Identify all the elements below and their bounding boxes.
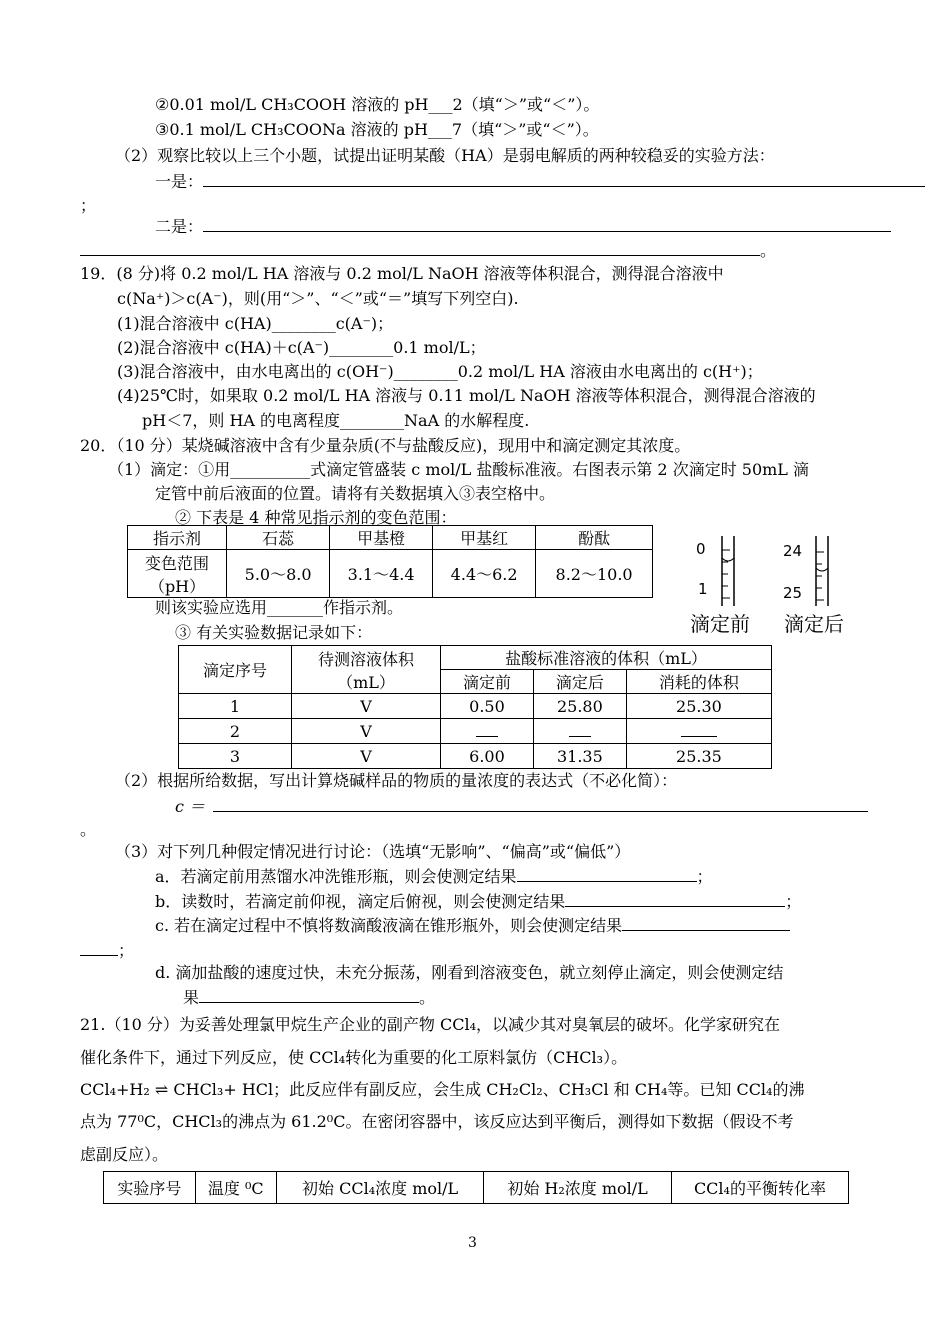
text-line: [155, 216, 891, 237]
table-header: 甲基红: [433, 526, 536, 550]
table-cell: 变色范围 （pH）: [128, 550, 227, 598]
question-19: 19．(8 分)将 0.2 mol/L HA 溶液与 0.2 mol/L NaOH 溶液等体积混合，测得混合溶液中: [80, 264, 724, 283]
text-line: ；: [80, 940, 134, 961]
table-header: CCl₄的平衡转化率: [671, 1172, 848, 1204]
text-line: a．若滴定前用蒸馏水冲洗锥形瓶，则会使测定结果 ；: [155, 867, 713, 886]
text-line: 。: [80, 240, 776, 261]
table-header: 消耗的体积: [626, 670, 771, 694]
table-row: 3 V 6.00 31.35 25.35: [179, 744, 772, 769]
text-line: （1）滴定：①用__________式滴定管盛装 c mol/L 盐酸标准液。右图表示第 2 次滴定时 50mL 滴: [108, 460, 810, 479]
text-line: ③0.1 mol/L CH₃COONa 溶液的 pH___7（填“＞”或“＜”）。: [155, 120, 599, 139]
blank-cell[interactable]: [441, 719, 534, 744]
text-line: CCl₄+H₂ ⇌ CHCl₃+ HCl；此反应伴有副反应，会生成 CH₂Cl₂、CH₃Cl 和 CH₄等。已知 CCl₄的沸: [80, 1080, 805, 1099]
text-line: ；: [80, 196, 97, 215]
burette-label: 24: [783, 542, 803, 560]
burette-caption: 滴定后: [784, 612, 844, 636]
text-line: （2）观察比较以上三个小题，试提出证明某酸（HA）是弱电解质的两种较稳妥的实验方法：: [115, 146, 775, 165]
text-line: 虑副反应）。: [80, 1145, 169, 1164]
answer-label: 二是：: [155, 217, 204, 236]
indicator-table: [127, 525, 653, 598]
text-line: 点为 77⁰C，CHCl₃的沸点为 61.2⁰C。在密闭容器中，该反应达到平衡后，测得如下数据（假设不考: [80, 1112, 794, 1131]
burette-figure: [690, 528, 870, 638]
text-line: ②0.01 mol/L CH₃COOH 溶液的 pH___2（填“＞”或“＜”）。: [155, 95, 600, 114]
text-line: (2)混合溶液中 c(HA)＋c(A⁻)________0.1 mol/L；: [117, 338, 486, 357]
text-line: (3)混合溶液中，由水电离出的 c(OH⁻)________0.2 mol/L HA 溶液由水电离出的 c(H⁺)；: [117, 362, 763, 381]
burette-icon: [690, 528, 870, 608]
table-header: 滴定后: [533, 670, 626, 694]
text-line: d. 滴加盐酸的速度过快，未充分振荡，刚看到溶液变色，就立刻停止滴定，则会使测定结: [155, 963, 784, 982]
table-cell: 8.2～10.0: [536, 550, 653, 598]
question-20: 20．（10 分）某烧碱溶液中含有少量杂质(不与盐酸反应)，现用中和滴定测定其浓度。: [80, 436, 691, 455]
blank-cell[interactable]: [533, 719, 626, 744]
blank-cell[interactable]: [626, 719, 771, 744]
experiment-table: [103, 1171, 849, 1204]
question-21: 21.（10 分）为妥善处理氯甲烷生产企业的副产物 CCl₄，以减少其对臭氧层的破坏。化学家研究在: [80, 1015, 780, 1034]
table-header: 酚酞: [536, 526, 653, 550]
table-header: 甲基橙: [330, 526, 433, 550]
text-line: 果 。: [183, 988, 436, 1007]
answer-label: 一是：: [155, 172, 204, 191]
table-header: 盐酸标准溶液的体积（mL）: [441, 646, 772, 670]
burette-caption: 滴定前: [690, 612, 750, 636]
text-line: (4)25℃时，如果取 0.2 mol/L HA 溶液与 0.11 mol/L NaOH 溶液等体积混合，测得混合溶液的: [117, 386, 816, 405]
table-cell: 5.0～8.0: [227, 550, 330, 598]
text-line: 则该实验应选用_______作指示剂。: [155, 598, 404, 617]
text-line: 定管中前后液面的位置。请将有关数据填入③表空格中。: [155, 484, 556, 503]
table-cell: 3.1～4.4: [330, 550, 433, 598]
text-line: b．读数时，若滴定前仰视，滴定后俯视，则会使测定结果 ；: [155, 892, 802, 911]
text-line: (1)混合溶液中 c(HA)________c(A⁻)；: [117, 314, 394, 333]
text-line: ② 下表是 4 种常见指示剂的变色范围：: [175, 508, 457, 527]
text-line: 催化条件下，通过下列反应，使 CCl₄转化为重要的化工原料氯仿（CHCl₃）。: [80, 1048, 628, 1067]
burette-label: 25: [783, 584, 803, 602]
table-cell: 4.4～6.2: [433, 550, 536, 598]
table-header: 滴定序号: [179, 646, 292, 694]
burette-label: 1: [698, 580, 708, 598]
text-line: ③ 有关实验数据记录如下：: [175, 623, 373, 642]
text-line: （2）根据所给数据，写出计算烧碱样品的物质的量浓度的表达式（不必化简）：: [115, 771, 678, 790]
table-row: 2 V: [179, 719, 772, 744]
table-header: 实验序号: [104, 1172, 196, 1204]
table-header: 初始 CCl₄浓度 mol/L: [276, 1172, 483, 1204]
table-header: 待测溶液体积 （mL）: [292, 646, 441, 694]
text-line: [155, 171, 925, 192]
table-header: 石蕊: [227, 526, 330, 550]
page-number: 3: [468, 1235, 477, 1251]
text-line: c. 若在滴定过程中不慎将数滴酸液滴在锥形瓶外，则会使测定结果: [155, 915, 790, 936]
table-header: 滴定前: [441, 670, 534, 694]
text-line: pH＜7，则 HA 的电离程度________NaA 的水解程度.: [142, 411, 530, 430]
text-line: c ＝: [175, 796, 868, 817]
table-header: 指示剂: [128, 526, 227, 550]
text-line: 。: [80, 820, 97, 839]
table-row: 1 V 0.50 25.80 25.30: [179, 694, 772, 719]
data-table: [178, 645, 772, 769]
text-line: c(Na⁺)＞c(A⁻)，则(用“＞”、“＜”或“＝”填写下列空白).: [117, 289, 519, 308]
table-header: 温度 ⁰C: [195, 1172, 276, 1204]
text-line: （3）对下列几种假定情况进行讨论：（选填“无影响”、“偏高”或“偏低”）: [115, 842, 631, 861]
table-header: 初始 H₂浓度 mol/L: [484, 1172, 672, 1204]
burette-label: 0: [696, 540, 706, 558]
